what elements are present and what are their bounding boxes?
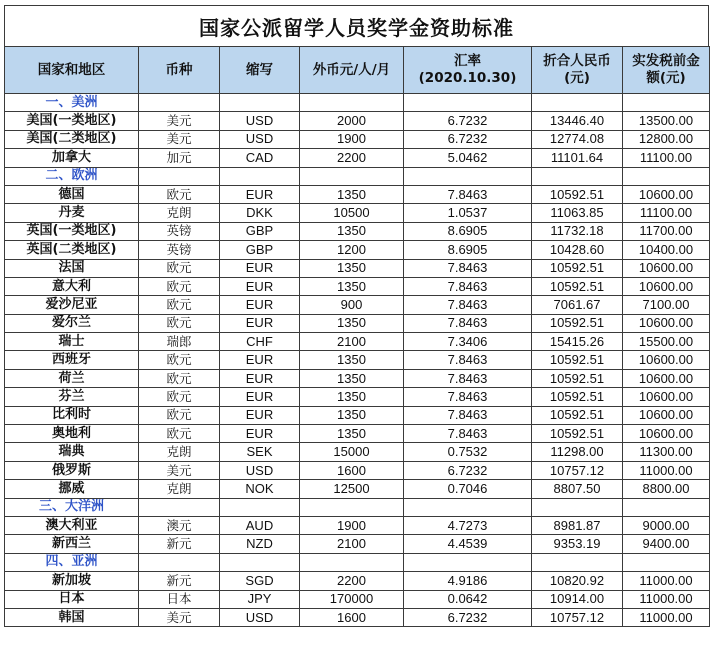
section-row [5,553,710,571]
cell-monthly: 1600 [300,608,404,626]
cell-net: 13500.00 [623,112,710,130]
cell-currency: 欧元 [139,277,220,295]
section-empty-cell [623,553,710,571]
cell-code: EUR [220,406,300,424]
section-empty-cell [300,94,404,112]
cell-rmb: 10820.92 [532,572,623,590]
cell-country: 挪威 [5,480,139,498]
cell-monthly: 900 [300,296,404,314]
cell-rmb: 10914.00 [532,590,623,608]
table-row [5,480,710,498]
table-row [5,516,710,534]
cell-rate: 7.8463 [404,185,532,203]
cell-country: 荷兰 [5,369,139,387]
cell-country: 比利时 [5,406,139,424]
cell-rate: 5.0462 [404,149,532,167]
cell-net: 11700.00 [623,222,710,240]
table-title: 国家公派留学人员奖学金资助标准 [4,5,709,46]
cell-country: 澳大利亚 [5,516,139,534]
cell-rmb: 10592.51 [532,259,623,277]
section-label: 二、欧洲 [5,167,139,185]
cell-currency: 澳元 [139,516,220,534]
cell-currency: 克朗 [139,443,220,461]
cell-currency: 欧元 [139,259,220,277]
cell-currency: 欧元 [139,296,220,314]
cell-rate: 0.7532 [404,443,532,461]
cell-country: 奥地利 [5,425,139,443]
cell-monthly: 10500 [300,204,404,222]
section-label: 三、大洋洲 [5,498,139,516]
cell-rate: 7.8463 [404,369,532,387]
section-empty-cell [532,94,623,112]
cell-currency: 瑞郎 [139,333,220,351]
cell-monthly: 1350 [300,185,404,203]
cell-country: 日本 [5,590,139,608]
header-rate: 汇率 (2020.10.30) [404,47,532,94]
cell-code: CHF [220,333,300,351]
cell-net: 12800.00 [623,130,710,148]
cell-currency: 新元 [139,572,220,590]
section-empty-cell [220,94,300,112]
cell-net: 10600.00 [623,259,710,277]
cell-country: 爱尔兰 [5,314,139,332]
cell-rmb: 10592.51 [532,351,623,369]
cell-rmb: 15415.26 [532,333,623,351]
cell-code: EUR [220,259,300,277]
cell-country: 韩国 [5,608,139,626]
section-empty-cell [404,498,532,516]
section-empty-cell [623,94,710,112]
cell-code: USD [220,461,300,479]
cell-rate: 7.8463 [404,296,532,314]
cell-monthly: 2100 [300,333,404,351]
section-empty-cell [623,498,710,516]
cell-net: 7100.00 [623,296,710,314]
section-empty-cell [139,553,220,571]
section-empty-cell [139,167,220,185]
cell-rate: 8.6905 [404,241,532,259]
cell-code: NOK [220,480,300,498]
cell-net: 10600.00 [623,388,710,406]
section-row [5,167,710,185]
section-empty-cell [532,498,623,516]
section-empty-cell [220,553,300,571]
cell-code: SGD [220,572,300,590]
cell-monthly: 12500 [300,480,404,498]
section-empty-cell [139,94,220,112]
cell-country: 俄罗斯 [5,461,139,479]
cell-net: 11100.00 [623,149,710,167]
cell-rate: 7.8463 [404,259,532,277]
table-row [5,590,710,608]
cell-code: EUR [220,351,300,369]
cell-monthly: 1600 [300,461,404,479]
cell-rmb: 11732.18 [532,222,623,240]
section-empty-cell [623,167,710,185]
cell-code: CAD [220,149,300,167]
table-row [5,185,710,203]
cell-rmb: 9353.19 [532,535,623,553]
cell-currency: 日本 [139,590,220,608]
cell-rmb: 10592.51 [532,185,623,203]
cell-code: USD [220,112,300,130]
cell-country: 瑞士 [5,333,139,351]
cell-code: JPY [220,590,300,608]
section-empty-cell [300,167,404,185]
cell-currency: 英镑 [139,241,220,259]
cell-net: 11000.00 [623,590,710,608]
cell-currency: 欧元 [139,388,220,406]
cell-rate: 6.7232 [404,112,532,130]
cell-rmb: 7061.67 [532,296,623,314]
cell-country: 意大利 [5,277,139,295]
table-row [5,351,710,369]
cell-country: 英国(一类地区) [5,222,139,240]
cell-country: 加拿大 [5,149,139,167]
cell-rate: 7.8463 [404,351,532,369]
section-empty-cell [404,94,532,112]
cell-monthly: 1350 [300,277,404,295]
cell-currency: 欧元 [139,425,220,443]
section-empty-cell [300,498,404,516]
cell-net: 11300.00 [623,443,710,461]
table-row [5,388,710,406]
header-code: 缩写 [220,47,300,94]
cell-monthly: 1350 [300,259,404,277]
cell-code: NZD [220,535,300,553]
table-row [5,608,710,626]
section-empty-cell [532,553,623,571]
cell-currency: 美元 [139,130,220,148]
cell-monthly: 15000 [300,443,404,461]
cell-currency: 英镑 [139,222,220,240]
cell-country: 美国(二类地区) [5,130,139,148]
section-empty-cell [532,167,623,185]
cell-currency: 欧元 [139,185,220,203]
cell-net: 11000.00 [623,461,710,479]
cell-rmb: 12774.08 [532,130,623,148]
table-row [5,277,710,295]
cell-rate: 0.0642 [404,590,532,608]
cell-code: EUR [220,185,300,203]
table-row [5,443,710,461]
cell-rate: 7.8463 [404,425,532,443]
cell-currency: 加元 [139,149,220,167]
cell-country: 美国(一类地区) [5,112,139,130]
cell-monthly: 1900 [300,516,404,534]
table-row [5,296,710,314]
cell-monthly: 1350 [300,406,404,424]
cell-rate: 7.8463 [404,406,532,424]
cell-code: EUR [220,296,300,314]
cell-rmb: 10428.60 [532,241,623,259]
cell-rate: 0.7046 [404,480,532,498]
cell-country: 西班牙 [5,351,139,369]
cell-monthly: 1350 [300,425,404,443]
section-empty-cell [404,167,532,185]
table-row [5,406,710,424]
section-empty-cell [300,553,404,571]
cell-rmb: 10757.12 [532,461,623,479]
table-body [5,94,710,627]
header-monthly: 外币元/人/月 [300,47,404,94]
cell-net: 10600.00 [623,425,710,443]
cell-net: 11100.00 [623,204,710,222]
cell-currency: 新元 [139,535,220,553]
cell-monthly: 1900 [300,130,404,148]
cell-net: 9400.00 [623,535,710,553]
cell-net: 8800.00 [623,480,710,498]
cell-code: USD [220,130,300,148]
cell-rmb: 10757.12 [532,608,623,626]
table-row [5,259,710,277]
table-row [5,222,710,240]
cell-code: EUR [220,388,300,406]
header-currency: 币种 [139,47,220,94]
cell-code: EUR [220,369,300,387]
cell-country: 芬兰 [5,388,139,406]
cell-rate: 4.4539 [404,535,532,553]
cell-monthly: 1350 [300,351,404,369]
cell-code: AUD [220,516,300,534]
cell-rmb: 10592.51 [532,314,623,332]
cell-rmb: 11063.85 [532,204,623,222]
section-empty-cell [404,553,532,571]
cell-rmb: 11101.64 [532,149,623,167]
cell-code: USD [220,608,300,626]
cell-currency: 克朗 [139,204,220,222]
cell-currency: 克朗 [139,480,220,498]
cell-net: 10600.00 [623,185,710,203]
cell-country: 新西兰 [5,535,139,553]
header-row [5,47,710,94]
cell-rate: 6.7232 [404,461,532,479]
table-row [5,241,710,259]
cell-rmb: 10592.51 [532,425,623,443]
cell-code: EUR [220,425,300,443]
table-row [5,425,710,443]
cell-rate: 7.8463 [404,388,532,406]
scholarship-standard-sheet [4,5,709,627]
cell-rate: 4.9186 [404,572,532,590]
cell-monthly: 1350 [300,222,404,240]
cell-net: 10600.00 [623,351,710,369]
cell-monthly: 2200 [300,149,404,167]
scholarship-table [4,46,710,627]
cell-net: 10400.00 [623,241,710,259]
cell-rate: 8.6905 [404,222,532,240]
cell-rmb: 8807.50 [532,480,623,498]
cell-country: 瑞典 [5,443,139,461]
table-row [5,369,710,387]
header-rmb: 折合人民币 (元) [532,47,623,94]
cell-currency: 欧元 [139,314,220,332]
cell-code: EUR [220,314,300,332]
cell-rmb: 10592.51 [532,388,623,406]
cell-rmb: 10592.51 [532,406,623,424]
cell-rate: 1.0537 [404,204,532,222]
cell-country: 法国 [5,259,139,277]
table-row [5,333,710,351]
cell-currency: 美元 [139,608,220,626]
cell-net: 9000.00 [623,516,710,534]
header-net: 实发税前金 额(元) [623,47,710,94]
table-row [5,535,710,553]
cell-country: 爱沙尼亚 [5,296,139,314]
header-country: 国家和地区 [5,47,139,94]
table-row [5,112,710,130]
cell-currency: 欧元 [139,369,220,387]
cell-currency: 美元 [139,461,220,479]
cell-monthly: 2000 [300,112,404,130]
cell-monthly: 1350 [300,369,404,387]
cell-rmb: 11298.00 [532,443,623,461]
cell-monthly: 1200 [300,241,404,259]
table-row [5,130,710,148]
cell-net: 10600.00 [623,314,710,332]
section-empty-cell [220,498,300,516]
cell-rmb: 10592.51 [532,277,623,295]
cell-country: 英国(二类地区) [5,241,139,259]
cell-rate: 7.3406 [404,333,532,351]
cell-rmb: 13446.40 [532,112,623,130]
section-label: 四、亚洲 [5,553,139,571]
cell-rate: 6.7232 [404,608,532,626]
table-row [5,572,710,590]
cell-rmb: 10592.51 [532,369,623,387]
section-label: 一、美洲 [5,94,139,112]
table-row [5,461,710,479]
cell-code: GBP [220,241,300,259]
table-row [5,314,710,332]
section-row [5,94,710,112]
cell-country: 丹麦 [5,204,139,222]
cell-rate: 6.7232 [404,130,532,148]
cell-rate: 7.8463 [404,277,532,295]
cell-monthly: 1350 [300,314,404,332]
cell-currency: 美元 [139,112,220,130]
section-empty-cell [220,167,300,185]
cell-monthly: 2200 [300,572,404,590]
cell-rmb: 8981.87 [532,516,623,534]
table-row [5,204,710,222]
cell-net: 10600.00 [623,277,710,295]
cell-net: 11000.00 [623,608,710,626]
cell-net: 10600.00 [623,406,710,424]
section-empty-cell [139,498,220,516]
cell-rate: 7.8463 [404,314,532,332]
cell-rate: 4.7273 [404,516,532,534]
cell-currency: 欧元 [139,351,220,369]
cell-code: GBP [220,222,300,240]
cell-country: 德国 [5,185,139,203]
cell-monthly: 1350 [300,388,404,406]
section-row [5,498,710,516]
cell-net: 11000.00 [623,572,710,590]
table-row [5,149,710,167]
cell-monthly: 170000 [300,590,404,608]
cell-net: 10600.00 [623,369,710,387]
cell-code: EUR [220,277,300,295]
cell-net: 15500.00 [623,333,710,351]
cell-monthly: 2100 [300,535,404,553]
cell-currency: 欧元 [139,406,220,424]
cell-code: DKK [220,204,300,222]
cell-country: 新加坡 [5,572,139,590]
cell-code: SEK [220,443,300,461]
